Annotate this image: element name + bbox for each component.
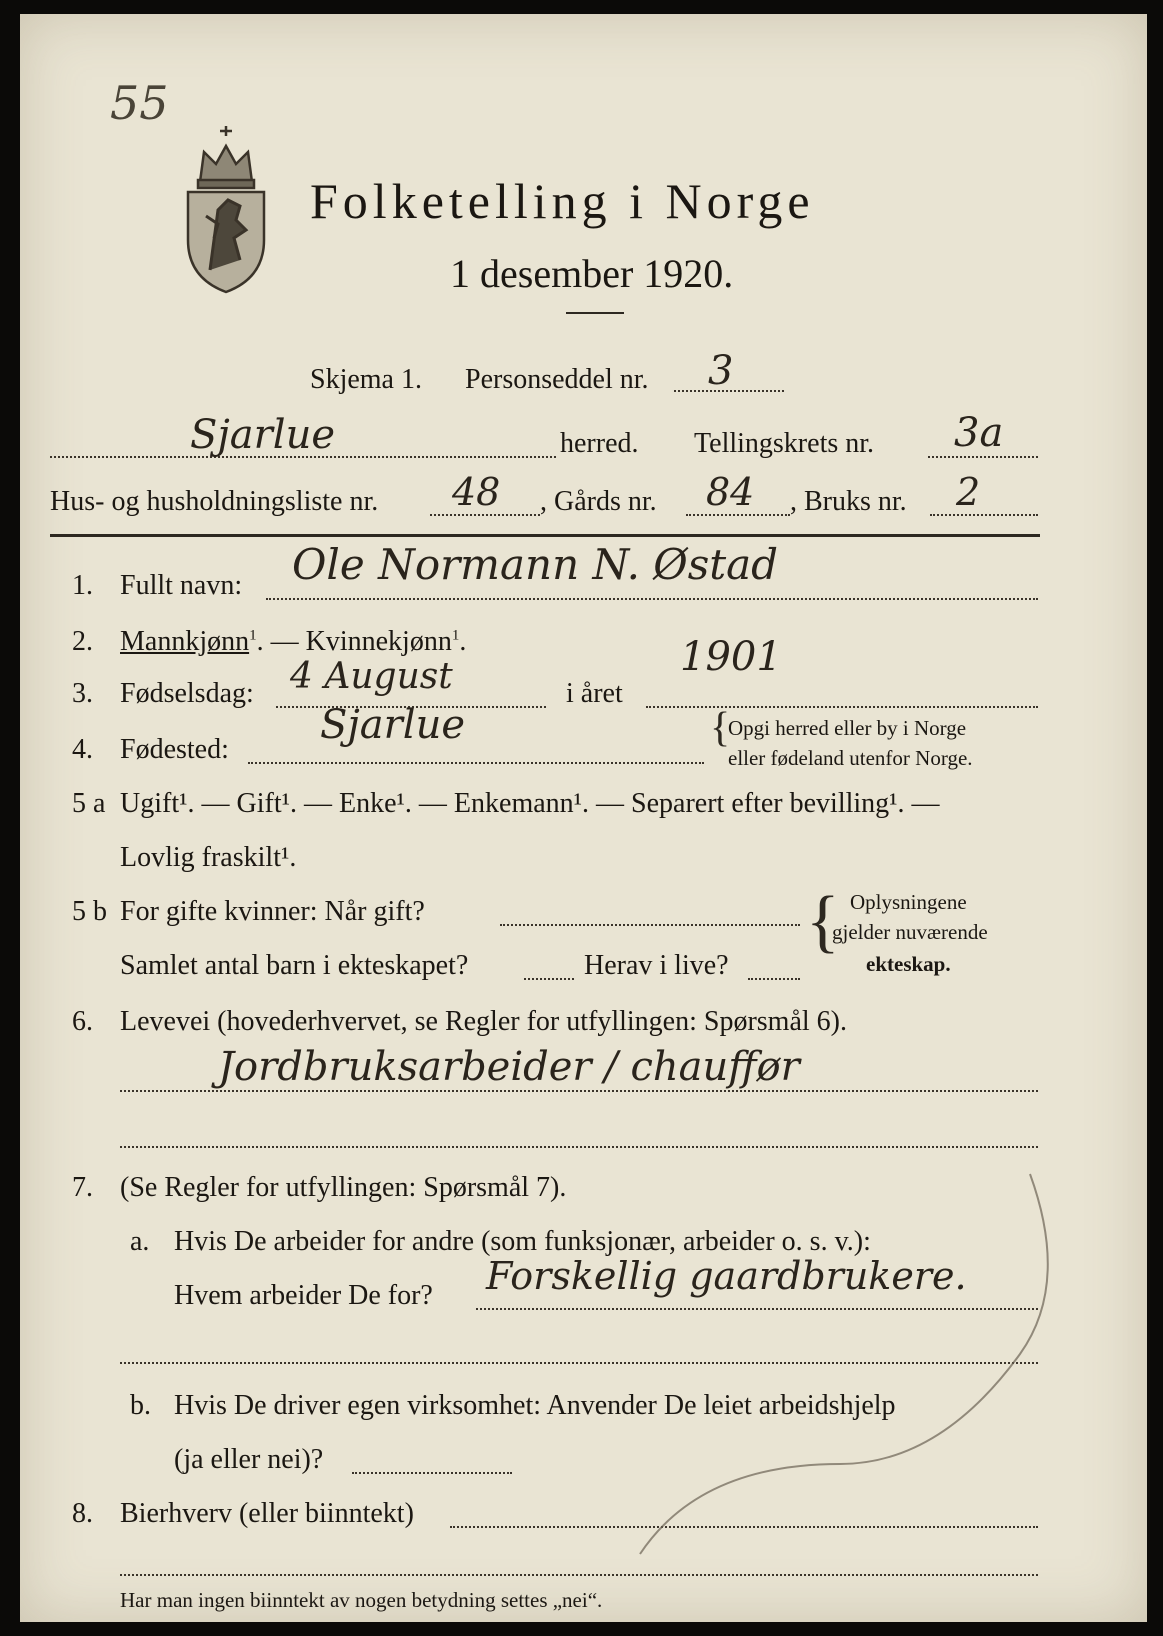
form-date: 1 desember 1920. bbox=[450, 251, 734, 296]
gards-label: , Gårds nr. bbox=[540, 486, 657, 517]
pencil-mark bbox=[620, 1164, 1080, 1564]
occupation-field-line2[interactable] bbox=[120, 1146, 1038, 1148]
hus-value: 48 bbox=[452, 470, 501, 514]
q4-number: 4. bbox=[72, 734, 93, 765]
q5b-alive-label: Herav i live? bbox=[584, 950, 729, 981]
q5b-note-line1: Oplysningene bbox=[850, 890, 967, 914]
marital-status-divorced[interactable]: Lovlig fraskilt¹. bbox=[120, 842, 297, 873]
q4-brace: { bbox=[710, 705, 731, 751]
q4-note-line1: Opgi herred eller by i Norge bbox=[728, 716, 967, 740]
q4-note-line2: eller fødeland utenfor Norge. bbox=[728, 746, 973, 770]
bruks-label: , Bruks nr. bbox=[790, 486, 907, 517]
q5b-children-label: Samlet antal barn i ekteskapet? bbox=[120, 950, 469, 981]
employer-value: Forskellig gaardbrukere. bbox=[486, 1254, 967, 1298]
hus-field[interactable] bbox=[430, 514, 540, 516]
q1-number: 1. bbox=[72, 570, 93, 601]
bruks-field[interactable] bbox=[930, 514, 1038, 516]
hus-label: Hus- og husholdningsliste nr. bbox=[50, 486, 379, 517]
personseddel-value: 3 bbox=[708, 348, 734, 394]
q6-number: 6. bbox=[72, 1006, 93, 1037]
birthplace-value: Sjarlue bbox=[320, 702, 465, 748]
gender-female-option[interactable]: Kvinnekjønn bbox=[305, 626, 452, 657]
hired-help-field[interactable] bbox=[352, 1472, 512, 1474]
q6-label: Levevei (hovederhvervet, se Regler for utfyllingen: Spørsmål 6). bbox=[120, 1006, 847, 1037]
side-income-field-line2[interactable] bbox=[120, 1574, 1038, 1576]
occupation-field-line1[interactable] bbox=[120, 1090, 1038, 1092]
tellingskrets-label: Tellingskrets nr. bbox=[694, 428, 875, 459]
q2-labels: Mannkjønn$^1$. — Kvinnekjønn$^1$. bbox=[120, 626, 467, 657]
children-alive-field[interactable] bbox=[748, 978, 800, 980]
q7a-question: Hvem arbeider De for? bbox=[174, 1280, 433, 1311]
q7b-question: (ja eller nei)? bbox=[174, 1444, 324, 1475]
gards-value: 84 bbox=[706, 470, 755, 514]
year-label: i året bbox=[566, 678, 623, 709]
q7b-letter: b. bbox=[130, 1390, 151, 1421]
full-name-value: Ole Normann N. Østad bbox=[292, 540, 779, 589]
q3-label: Fødselsdag: bbox=[120, 678, 254, 709]
q7a-label: Hvis De arbeider for andre (som funksjonær, arbeider o. s. v.): bbox=[174, 1226, 871, 1257]
q7b-label: Hvis De driver egen virksomhet: Anvender De leiet arbeidshjelp bbox=[174, 1390, 896, 1421]
q7a-letter: a. bbox=[130, 1226, 150, 1257]
q5b-note-line2: gjelder nuværende bbox=[832, 920, 988, 944]
q4-label: Fødested: bbox=[120, 734, 229, 765]
q5a-number: 5 a bbox=[72, 788, 106, 819]
footer-note: Har man ingen biinntekt av nogen betydning settes „nei“. bbox=[120, 1588, 603, 1612]
handwritten-page-number: 55 bbox=[110, 76, 169, 130]
norwegian-coat-of-arms-icon bbox=[178, 120, 274, 298]
children-total-field[interactable] bbox=[524, 978, 574, 980]
birthday-value: 4 August bbox=[290, 656, 453, 697]
occupation-value: Jordbruksarbeider / chauffør bbox=[218, 1044, 800, 1090]
birth-year-value: 1901 bbox=[680, 634, 782, 680]
herred-label: herred. bbox=[560, 428, 639, 459]
q7-number: 7. bbox=[72, 1172, 93, 1203]
tellingskrets-value: 3a bbox=[954, 410, 1004, 456]
bruks-value: 2 bbox=[956, 470, 981, 514]
tellingskrets-field[interactable] bbox=[928, 456, 1038, 458]
q8-label: Bierhverv (eller biinntekt) bbox=[120, 1498, 414, 1529]
q1-label: Fullt navn: bbox=[120, 570, 243, 601]
marital-status-options[interactable]: Ugift¹. — Gift¹. — Enke¹. — Enkemann¹. — Separert efter bevilling¹. — bbox=[120, 788, 940, 819]
birth-year-field[interactable] bbox=[646, 706, 1038, 708]
full-name-field[interactable] bbox=[266, 598, 1038, 600]
q5b-number: 5 b bbox=[72, 896, 107, 927]
q5b-note-line3: ekteskap. bbox=[866, 952, 951, 976]
q7-label: (Se Regler for utfyllingen: Spørsmål 7). bbox=[120, 1172, 567, 1203]
personseddel-label: Personseddel nr. bbox=[465, 364, 649, 395]
q5b-married-label: For gifte kvinner: Når gift? bbox=[120, 896, 425, 927]
census-form-sheet bbox=[20, 14, 1147, 1622]
gards-field[interactable] bbox=[686, 514, 790, 516]
schema-label: Skjema 1. bbox=[310, 364, 422, 395]
q2-number: 2. bbox=[72, 626, 93, 657]
married-date-field[interactable] bbox=[500, 924, 800, 926]
header-divider bbox=[50, 534, 1040, 537]
herred-value: Sjarlue bbox=[190, 412, 335, 458]
q3-number: 3. bbox=[72, 678, 93, 709]
form-title: Folketelling i Norge bbox=[310, 173, 815, 229]
gender-male-option[interactable]: Mannkjønn bbox=[120, 626, 250, 657]
title-divider bbox=[566, 312, 624, 314]
q5b-brace: { bbox=[806, 883, 840, 960]
birthplace-field[interactable] bbox=[248, 762, 704, 764]
q8-number: 8. bbox=[72, 1498, 93, 1529]
